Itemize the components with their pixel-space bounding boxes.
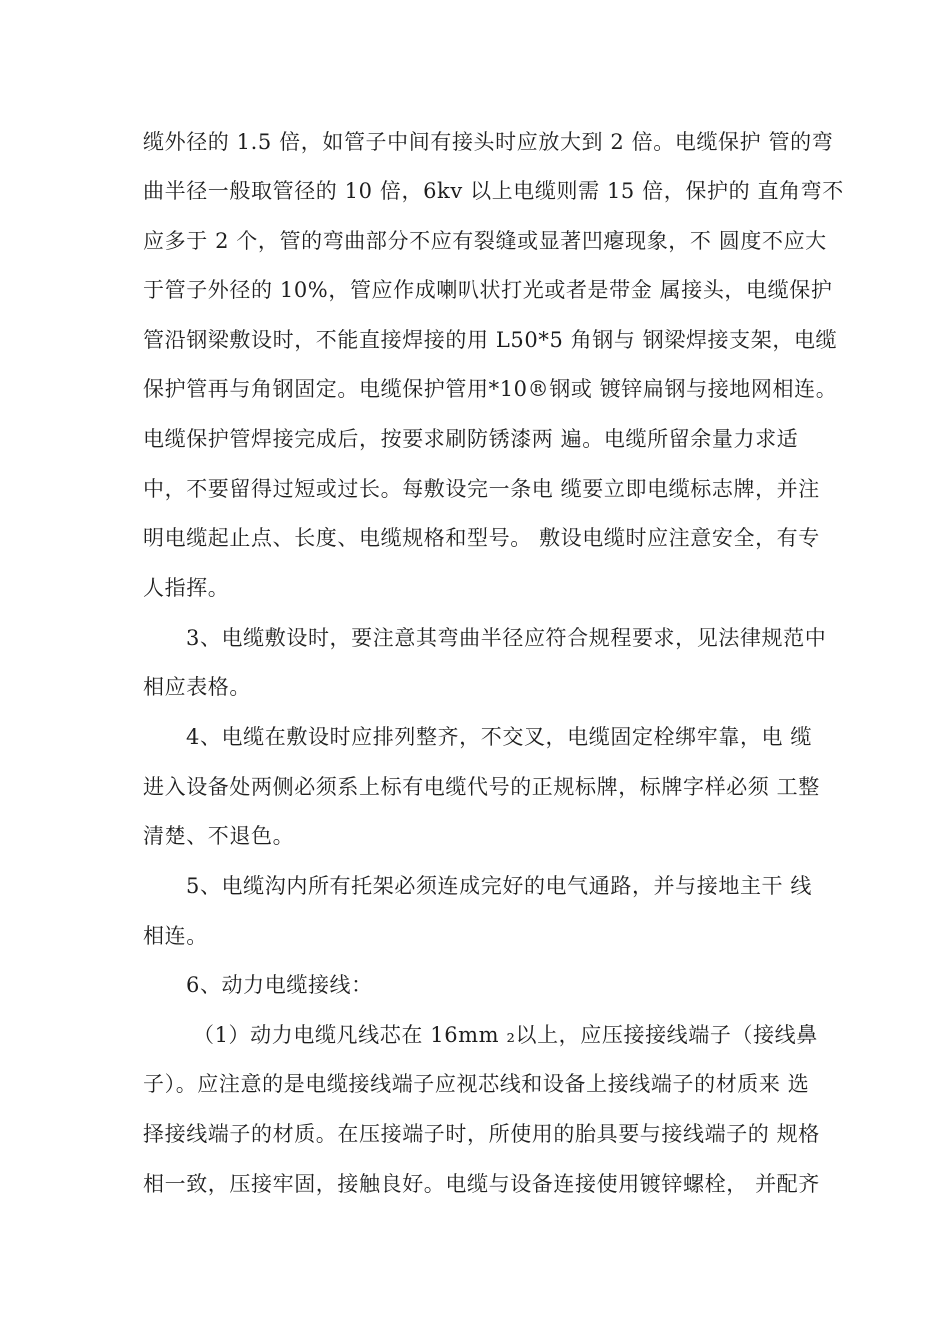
text-line: 相连。 bbox=[143, 924, 208, 948]
paragraph-3-first-line: 3、电缆敷设时，要注意其弯曲半径应符合规程要求，见法律规范中 bbox=[186, 626, 827, 650]
text-line: 应多于 2 个，管的弯曲部分不应有裂缝或显著凹瘪现象，不 圆度不应大 bbox=[143, 229, 827, 253]
paragraph-6-1-first-line: （1）动力电缆凡线芯在 16mm ₂以上，应压接接线端子（接线鼻 bbox=[193, 1023, 818, 1047]
text-line: 缆外径的 1.5 倍，如管子中间有接头时应放大到 2 倍。电缆保护 管的弯 bbox=[143, 130, 834, 154]
paragraph-5-first-line: 5、电缆沟内所有托架必须连成完好的电气通路，并与接地主干 线 bbox=[186, 874, 813, 898]
text-line: 相应表格。 bbox=[143, 675, 251, 699]
text-line: 相一致，压接牢固，接触良好。电缆与设备连接使用镀锌螺栓， 并配齐 bbox=[143, 1172, 820, 1196]
text-line: 于管子外径的 10%，管应作成喇叭状打光或者是带金 属接头，电缆保护 bbox=[143, 278, 833, 302]
text-line: 进入设备处两侧必须系上标有电缆代号的正规标牌，标牌字样必须 工整 bbox=[143, 775, 820, 799]
text-line: 清楚、不退色。 bbox=[143, 824, 295, 848]
paragraph-4-first-line: 4、电缆在敷设时应排列整齐，不交叉，电缆固定栓绑牢靠，电 缆 bbox=[186, 725, 813, 749]
text-line: 择接线端子的材质。在压接端子时，所使用的胎具要与接线端子的 规格 bbox=[143, 1122, 820, 1146]
paragraph-6-heading: 6、动力电缆接线： bbox=[186, 973, 373, 997]
text-line: 明电缆起止点、长度、电缆规格和型号。 敷设电缆时应注意安全，有专 bbox=[143, 526, 820, 550]
text-line: 保护管再与角钢固定。电缆保护管用*10®钢或 镀锌扁钢与接地网相连。 bbox=[143, 377, 838, 401]
text-line: 电缆保护管焊接完成后，按要求刷防锈漆两 遍。电缆所留余量力求适 bbox=[143, 427, 799, 451]
text-line: 人指挥。 bbox=[143, 576, 230, 600]
text-line: 中，不要留得过短或过长。每敷设完一条电 缆要立即电缆标志牌，并注 bbox=[143, 477, 820, 501]
text-line: 子）。应注意的是电缆接线端子应视芯线和设备上接线端子的材质来 选 bbox=[143, 1072, 810, 1096]
text-line: 管沿钢梁敷设时，不能直接焊接的用 L50*5 角钢与 钢梁焊接支架，电缆 bbox=[143, 328, 838, 352]
text-line: 曲半径一般取管径的 10 倍，6kv 以上电缆则需 15 倍，保护的 直角弯不 bbox=[143, 179, 844, 203]
